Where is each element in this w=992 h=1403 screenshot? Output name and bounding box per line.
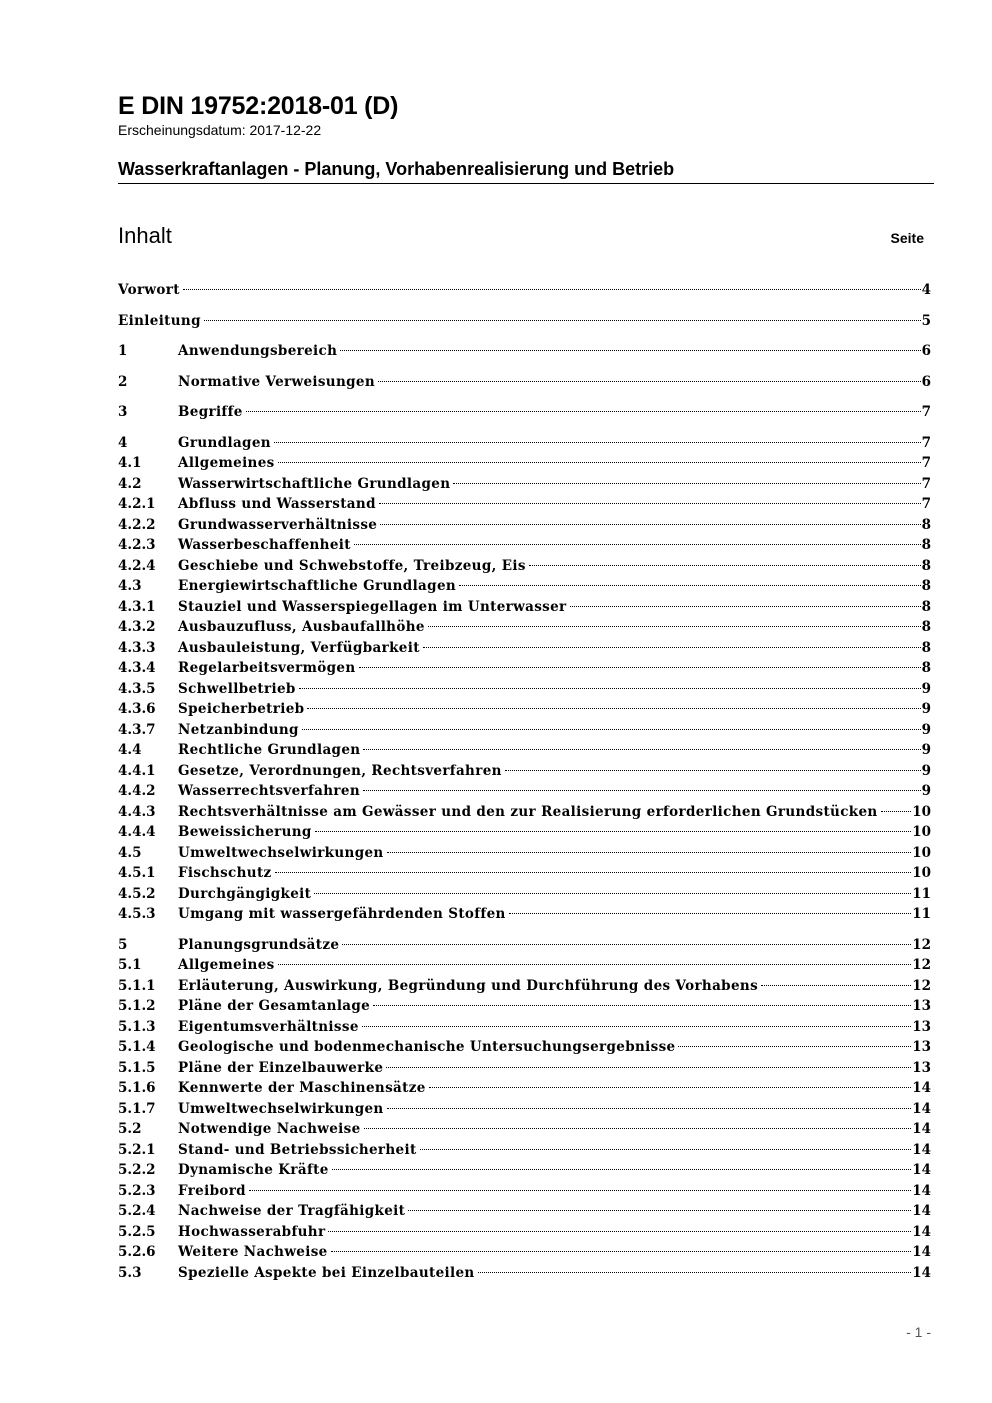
toc-entry-number: 4.4 <box>118 742 142 758</box>
page-number: - 1 - <box>906 1324 931 1340</box>
toc-entry-number: 5.2 <box>118 1121 142 1137</box>
toc-entry-label: Allgemeines <box>178 957 275 973</box>
toc-entry-page: 13 <box>912 1018 931 1035</box>
toc-entry-number: 4.4.4 <box>118 824 156 840</box>
dot-leader <box>379 503 921 504</box>
toc-entry-page: 9 <box>921 680 931 697</box>
toc-entry-number: 5 <box>118 936 128 953</box>
toc-entry-page: 14 <box>912 1203 931 1219</box>
toc-entry-page: 8 <box>921 660 931 676</box>
toc-entry-page: 6 <box>921 343 931 359</box>
dot-leader <box>302 729 921 730</box>
dot-leader <box>332 1169 912 1170</box>
toc-entry[interactable] <box>118 1160 931 1181</box>
dot-leader <box>363 790 921 791</box>
toc-entry-number: 5.2.2 <box>118 1162 156 1178</box>
toc-entry-number: 5.1.4 <box>118 1039 156 1055</box>
toc-entry-label: Geschiebe und Schwebstoffe, Treibzeug, Eis <box>178 557 526 574</box>
header-divider <box>118 183 934 184</box>
toc-entry[interactable] <box>118 402 931 423</box>
toc-entry-number: 4.3.1 <box>118 598 156 615</box>
toc-entry-label: Gesetze, Verordnungen, Rechtsverfahren <box>178 762 502 779</box>
dot-leader <box>387 1108 912 1109</box>
dot-leader <box>274 442 921 443</box>
toc-entry[interactable] <box>118 515 931 536</box>
toc-entry-label: Einleitung <box>118 312 201 329</box>
toc-entry-label: Energiewirtschaftliche Grundlagen <box>178 578 457 594</box>
toc-entry-page: 9 <box>921 762 931 779</box>
toc-entry-label: Speicherbetrieb <box>178 701 305 717</box>
toc-entry-label: Pläne der Gesamtanlage <box>178 998 371 1014</box>
toc-entry-label: Eigentumsverhältnisse <box>178 1018 359 1035</box>
toc-entry-number: 3 <box>118 404 128 420</box>
toc-entry[interactable] <box>118 597 931 618</box>
toc-entry-page: 14 <box>912 1182 931 1199</box>
toc-entry-number: 2 <box>118 373 128 390</box>
toc-entry[interactable] <box>118 474 931 495</box>
toc-entry[interactable] <box>118 1099 931 1120</box>
dot-leader <box>423 647 921 648</box>
toc-entry-page: 13 <box>912 1059 931 1076</box>
toc-entry[interactable] <box>118 904 931 925</box>
toc-entry-label: Stauziel und Wasserspiegellagen im Unterwasser <box>178 598 567 615</box>
toc-entry-number: 4.1 <box>118 455 142 471</box>
toc-entry[interactable] <box>118 433 931 454</box>
toc-entry-label: Umweltwechselwirkungen <box>178 844 384 861</box>
toc-entry-page: 8 <box>921 639 931 656</box>
dot-leader <box>249 1190 911 1191</box>
toc-entry[interactable] <box>118 955 931 976</box>
toc-entry-label: Netzanbindung <box>178 721 299 738</box>
dot-leader <box>570 606 921 607</box>
toc-entry-label: Kennwerte der Maschinensätze <box>178 1080 426 1096</box>
toc-entry[interactable] <box>118 884 931 905</box>
dot-leader <box>342 944 911 945</box>
dot-leader <box>328 1231 911 1232</box>
toc-entry-page: 12 <box>912 977 931 994</box>
dot-leader <box>307 708 920 709</box>
dot-leader <box>380 524 920 525</box>
toc-heading: Inhalt <box>118 223 172 248</box>
toc-entry[interactable] <box>118 556 931 577</box>
toc-entry-number: 4.2 <box>118 475 142 492</box>
dot-leader <box>315 831 911 832</box>
toc-entry[interactable] <box>118 1078 931 1099</box>
toc-entry-page: 4 <box>921 282 931 298</box>
toc-entry-page: 14 <box>912 1121 931 1137</box>
toc-entry-label: Normative Verweisungen <box>178 373 376 390</box>
toc-entry-number: 5.1.1 <box>118 977 156 994</box>
dot-leader <box>378 381 921 382</box>
toc-entry-number: 4.2.3 <box>118 537 156 553</box>
toc-entry-page: 12 <box>912 957 931 973</box>
dot-leader <box>364 1128 912 1129</box>
dot-leader <box>278 462 921 463</box>
toc-entry[interactable] <box>118 1242 931 1263</box>
toc-entry-page: 8 <box>921 516 931 533</box>
toc-entry-label: Wasserrechtsverfahren <box>178 783 360 799</box>
dot-leader <box>428 626 921 627</box>
toc-entry-number: 5.1.5 <box>118 1059 156 1076</box>
dot-leader <box>420 1149 912 1150</box>
toc-entry[interactable] <box>118 802 931 823</box>
toc-entry-number: 4.2.4 <box>118 557 156 574</box>
toc-entry-page: 14 <box>912 1100 931 1117</box>
toc-entry-label: Grundlagen <box>178 434 271 451</box>
toc-entry-page: 5 <box>921 312 931 329</box>
toc-entry-number: 5.2.1 <box>118 1141 156 1158</box>
toc-entry-page: 7 <box>921 404 931 420</box>
toc-entry[interactable] <box>118 1017 931 1038</box>
toc-entry[interactable] <box>118 658 931 679</box>
toc-entry-label: Fischschutz <box>178 865 272 881</box>
toc-entry[interactable] <box>118 1037 931 1058</box>
toc-entry-label: Ausbauzufluss, Ausbaufallhöhe <box>178 619 425 635</box>
toc-entry-page: 12 <box>912 936 931 953</box>
toc-entry-page: 14 <box>912 1264 931 1281</box>
toc-entry-number: 4.5.1 <box>118 865 156 881</box>
toc-entry-number: 4.4.1 <box>118 762 156 779</box>
dot-leader <box>314 893 911 894</box>
toc-entry[interactable] <box>118 1222 931 1243</box>
toc-entry-page: 14 <box>912 1141 931 1158</box>
toc-entry[interactable] <box>118 935 931 956</box>
dot-leader <box>881 811 912 812</box>
dot-leader <box>678 1046 911 1047</box>
toc-entry-label: Rechtliche Grundlagen <box>178 742 361 758</box>
toc-entry-label: Stand- und Betriebssicherheit <box>178 1141 417 1158</box>
toc-entry-page: 7 <box>921 455 931 471</box>
toc-entry-page: 10 <box>912 824 931 840</box>
toc-entry[interactable] <box>118 720 931 741</box>
toc-entry-label: Umgang mit wassergefährdenden Stoffen <box>178 906 506 922</box>
toc-entry[interactable] <box>118 576 931 597</box>
dot-leader <box>505 770 921 771</box>
toc-entry-label: Grundwasserverhältnisse <box>178 516 378 533</box>
toc-entry[interactable] <box>118 822 931 843</box>
dot-leader <box>363 749 920 750</box>
dot-leader <box>340 350 920 351</box>
dot-leader <box>299 688 921 689</box>
toc-entry-label: Ausbauleistung, Verfügbarkeit <box>178 639 420 656</box>
toc-entry[interactable] <box>118 1201 931 1222</box>
toc-entry-label: Dynamische Kräfte <box>178 1162 329 1178</box>
dot-leader <box>373 1005 911 1006</box>
toc-entry-number: 4.5.2 <box>118 885 156 902</box>
toc-entry-page: 8 <box>921 598 931 615</box>
toc-entry[interactable] <box>118 1140 931 1161</box>
toc-entry-number: 4.3.3 <box>118 639 156 656</box>
toc-entry[interactable] <box>118 740 931 761</box>
toc-entry-number: 4.2.2 <box>118 516 156 533</box>
toc-entry[interactable] <box>118 280 931 301</box>
toc-entry-page: 13 <box>912 998 931 1014</box>
toc-entry[interactable] <box>118 976 931 997</box>
toc-entry[interactable] <box>118 311 931 332</box>
toc-entry-page: 10 <box>912 803 931 820</box>
toc-entry-label: Durchgängigkeit <box>178 885 312 902</box>
toc-entry-label: Begriffe <box>178 404 243 420</box>
dot-leader <box>359 667 921 668</box>
publication-date: Erscheinungsdatum: 2017-12-22 <box>118 122 322 138</box>
toc-entry-page: 7 <box>921 434 931 451</box>
dot-leader <box>362 1026 911 1027</box>
toc-entry-label: Regelarbeitsvermögen <box>178 660 356 676</box>
toc-entry-label: Beweissicherung <box>178 824 312 840</box>
toc-entry-number: 5.1.7 <box>118 1100 156 1117</box>
toc-entry-page: 10 <box>912 865 931 881</box>
toc-entry-label: Weitere Nachweise <box>178 1244 328 1260</box>
dot-leader <box>761 985 911 986</box>
dot-leader <box>386 1067 911 1068</box>
toc-entry-label: Geologische und bodenmechanische Untersuchungsergebnisse <box>178 1039 676 1055</box>
toc-entry-page: 13 <box>912 1039 931 1055</box>
dot-leader <box>183 289 921 290</box>
toc-entry[interactable] <box>118 638 931 659</box>
toc-entry-page: 8 <box>921 557 931 574</box>
toc-entry-number: 5.2.4 <box>118 1203 156 1219</box>
toc-entry-number: 5.2.6 <box>118 1244 156 1260</box>
toc-entry[interactable] <box>118 494 931 515</box>
toc-entry-number: 5.1.2 <box>118 998 156 1014</box>
toc-entry-label: Allgemeines <box>178 455 275 471</box>
toc-entry-label: Nachweise der Tragfähigkeit <box>178 1203 406 1219</box>
toc-entry[interactable] <box>118 996 931 1017</box>
toc-entry-number: 1 <box>118 343 128 359</box>
toc-entry-number: 4.4.3 <box>118 803 156 820</box>
toc-entry-number: 4.3.4 <box>118 660 156 676</box>
dot-leader <box>509 913 912 914</box>
toc-entry-label: Freibord <box>178 1182 246 1199</box>
toc-entry-label: Wasserwirtschaftliche Grundlagen <box>178 475 451 492</box>
toc-entry-page: 10 <box>912 844 931 861</box>
table-of-contents <box>118 280 931 1283</box>
toc-entry-page: 6 <box>921 373 931 390</box>
toc-page-column-label: Seite <box>890 230 924 246</box>
dot-leader <box>478 1272 912 1273</box>
toc-entry-number: 5.2.5 <box>118 1223 156 1240</box>
toc-entry-number: 5.1.3 <box>118 1018 156 1035</box>
toc-entry-number: 4.3.6 <box>118 701 156 717</box>
toc-entry[interactable] <box>118 535 931 556</box>
toc-entry[interactable] <box>118 699 931 720</box>
toc-entry-number: 4.5.3 <box>118 906 156 922</box>
toc-entry-label: Anwendungsbereich <box>178 343 338 359</box>
toc-entry-number: 4.3.7 <box>118 721 156 738</box>
document-subtitle: Wasserkraftanlagen - Planung, Vorhabenrealisierung und Betrieb <box>118 159 675 179</box>
toc-entry-page: 9 <box>921 721 931 738</box>
toc-entry[interactable] <box>118 372 931 393</box>
dot-leader <box>529 565 921 566</box>
toc-entry-label: Schwellbetrieb <box>178 680 296 697</box>
dot-leader <box>408 1210 911 1211</box>
toc-entry[interactable] <box>118 1181 931 1202</box>
toc-entry-number: 5.1 <box>118 957 142 973</box>
toc-entry[interactable] <box>118 863 931 884</box>
toc-entry[interactable] <box>118 761 931 782</box>
toc-entry-page: 7 <box>921 475 931 492</box>
toc-entry-page: 9 <box>921 742 931 758</box>
dot-leader <box>459 585 921 586</box>
toc-entry-page: 14 <box>912 1223 931 1240</box>
dot-leader <box>429 1087 912 1088</box>
toc-entry[interactable] <box>118 1263 931 1284</box>
toc-entry-number: 5.1.6 <box>118 1080 156 1096</box>
dot-leader <box>354 544 921 545</box>
toc-entry-number: 4.4.2 <box>118 783 156 799</box>
toc-entry-page: 8 <box>921 578 931 594</box>
toc-entry[interactable] <box>118 679 931 700</box>
toc-entry[interactable] <box>118 843 931 864</box>
toc-entry-number: 4 <box>118 434 128 451</box>
toc-entry-page: 11 <box>912 885 931 902</box>
toc-entry-page: 7 <box>921 496 931 512</box>
toc-entry-label: Pläne der Einzelbauwerke <box>178 1059 384 1076</box>
dot-leader <box>331 1251 912 1252</box>
toc-entry[interactable] <box>118 1058 931 1079</box>
toc-entry-number: 4.5 <box>118 844 142 861</box>
toc-entry-number: 4.3 <box>118 578 142 594</box>
toc-entry-label: Wasserbeschaffenheit <box>178 537 351 553</box>
toc-entry-page: 14 <box>912 1162 931 1178</box>
toc-entry-label: Umweltwechselwirkungen <box>178 1100 384 1117</box>
toc-entry-page: 11 <box>912 906 931 922</box>
toc-entry-label: Rechtsverhältnisse am Gewässer und den zur Realisierung erforderlichen Grundstücken <box>178 803 878 820</box>
dot-leader <box>246 411 921 412</box>
toc-entry-label: Planungsgrundsätze <box>178 936 340 953</box>
toc-entry-number: 4.3.5 <box>118 680 156 697</box>
toc-entry[interactable] <box>118 341 931 362</box>
dot-leader <box>278 964 912 965</box>
toc-entry-number: 4.2.1 <box>118 496 156 512</box>
toc-entry-page: 9 <box>921 701 931 717</box>
toc-entry-page: 14 <box>912 1244 931 1260</box>
toc-entry[interactable] <box>118 453 931 474</box>
toc-entry-page: 8 <box>921 537 931 553</box>
toc-entry-page: 14 <box>912 1080 931 1096</box>
toc-entry[interactable] <box>118 1119 931 1140</box>
toc-entry-page: 9 <box>921 783 931 799</box>
toc-entry-label: Erläuterung, Auswirkung, Begründung und Durchführung des Vorhabens <box>178 977 759 994</box>
toc-entry-label: Notwendige Nachweise <box>178 1121 361 1137</box>
toc-entry-number: 4.3.2 <box>118 619 156 635</box>
toc-entry[interactable] <box>118 617 931 638</box>
dot-leader <box>387 852 912 853</box>
toc-entry-number: 5.2.3 <box>118 1182 156 1199</box>
toc-entry-number: 5.3 <box>118 1264 142 1281</box>
dot-leader <box>275 872 912 873</box>
toc-entry[interactable] <box>118 781 931 802</box>
toc-entry-label: Vorwort <box>118 282 180 298</box>
toc-entry-label: Spezielle Aspekte bei Einzelbauteilen <box>178 1264 475 1281</box>
toc-entry-label: Abfluss und Wasserstand <box>178 496 376 512</box>
dot-leader <box>204 320 921 321</box>
document-title: E DIN 19752:2018-01 (D) <box>118 92 399 120</box>
toc-entry-label: Hochwasserabfuhr <box>178 1223 326 1240</box>
dot-leader <box>453 483 920 484</box>
toc-entry-page: 8 <box>921 619 931 635</box>
